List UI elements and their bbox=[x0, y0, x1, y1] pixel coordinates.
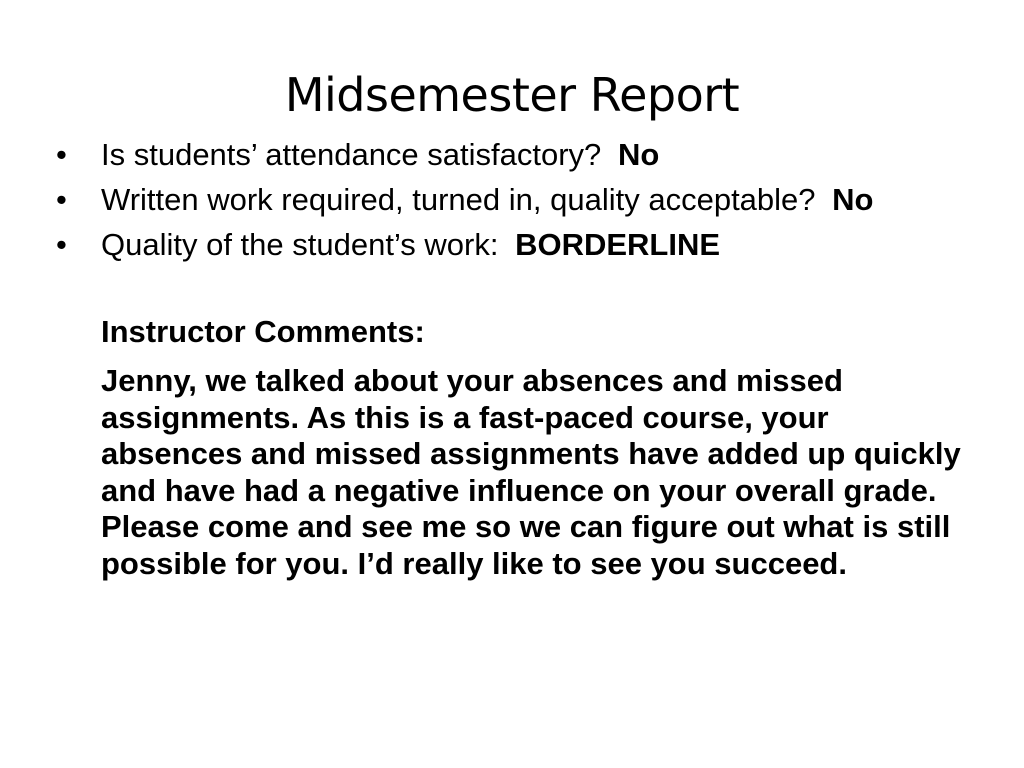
bullet-written-work bbox=[56, 182, 976, 218]
bullet-question: Quality of the student’s work: bbox=[101, 227, 499, 262]
comments-heading: Instructor Comments: bbox=[101, 314, 425, 349]
bullet-question: Written work required, turned in, quality acceptable? bbox=[101, 182, 816, 217]
bullet-answer: No bbox=[832, 182, 874, 217]
bullet-dot: • bbox=[56, 137, 67, 172]
bullet-attendance bbox=[56, 137, 976, 173]
report-bullet-list bbox=[56, 137, 976, 272]
comments-body: Jenny, we talked about your absences and missed assignments. As this is a fast-paced course, your absences and missed assignments have added up quickly and have had a negative influence on your overall grade. Please come and see me so we can figure out what is still possible for you. I’d really like to see you succeed. bbox=[101, 363, 961, 581]
bullet-quality bbox=[56, 227, 976, 263]
bullet-dot: • bbox=[56, 227, 67, 262]
bullet-answer: No bbox=[617, 137, 660, 172]
bullet-question: Is students’ attendance satisfactory? bbox=[101, 137, 602, 172]
slide-title: Midsemester Report bbox=[284, 68, 740, 122]
bullet-dot: • bbox=[56, 182, 67, 217]
bullet-answer: BORDERLINE bbox=[515, 227, 721, 262]
